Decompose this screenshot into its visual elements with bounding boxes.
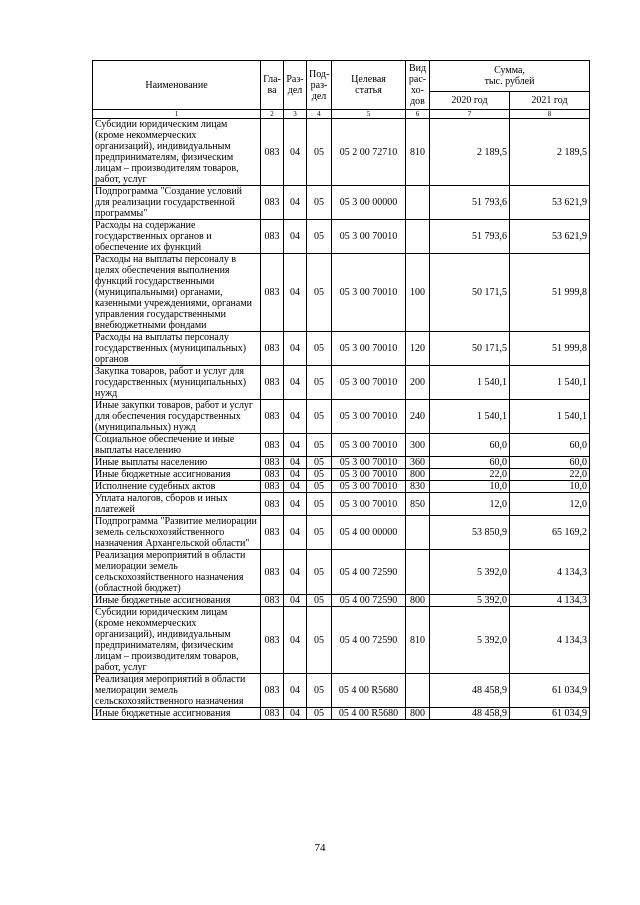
- row-expense-type: 800: [406, 708, 430, 720]
- row-chapter: 083: [261, 481, 284, 493]
- row-chapter: 083: [261, 607, 284, 674]
- row-sum-2020: 60,0: [430, 434, 510, 457]
- row-chapter: 083: [261, 119, 284, 186]
- row-article: 05 3 00 70010: [332, 434, 406, 457]
- row-chapter: 083: [261, 708, 284, 720]
- page-number: 74: [314, 842, 326, 854]
- table-row: [93, 493, 590, 516]
- row-section: 04: [284, 607, 307, 674]
- row-name: Иные выплаты населению: [93, 457, 261, 469]
- row-article: 05 4 00 R5680: [332, 674, 406, 708]
- row-name: Иные бюджетные ассигнования: [93, 595, 261, 607]
- row-name: Закупка товаров, работ и услуг для государственных (муниципальных) нужд: [93, 366, 261, 400]
- table-row: [93, 186, 590, 220]
- row-expense-type: 800: [406, 595, 430, 607]
- table-row: [93, 434, 590, 457]
- row-section: 04: [284, 708, 307, 720]
- row-article: 05 4 00 72590: [332, 550, 406, 595]
- row-subsection: 05: [307, 457, 332, 469]
- header-sum-text: Сумма, тыс. рублей: [484, 65, 535, 87]
- row-sum-2020: 5 392,0: [430, 550, 510, 595]
- column-index-row: [93, 110, 590, 119]
- row-expense-type: [406, 516, 430, 550]
- row-sum-2020: 53 850,9: [430, 516, 510, 550]
- row-chapter: 083: [261, 493, 284, 516]
- row-subsection: 05: [307, 493, 332, 516]
- row-chapter: 083: [261, 254, 284, 332]
- table-row: [93, 708, 590, 720]
- row-article: 05 3 00 70010: [332, 400, 406, 434]
- row-name: Расходы на выплаты персоналу в целях обеспечения выполнения функций государственными (муниципальными) органами, казенными учреждениями, органами управления государственными внебюджетными фондами: [93, 254, 261, 332]
- row-name: Субсидии юридическим лицам (кроме некоммерческих организаций), индивидуальным предпринимателям, физическим лицам – производителям товаров, работ, услуг: [93, 607, 261, 674]
- column-index: 7: [430, 110, 510, 119]
- row-article: 05 4 00 00000: [332, 516, 406, 550]
- row-expense-type: 300: [406, 434, 430, 457]
- table-row: [93, 400, 590, 434]
- row-article: 05 3 00 70010: [332, 220, 406, 254]
- row-sum-2020: 48 458,9: [430, 674, 510, 708]
- row-name: Социальное обеспечение и иные выплаты населению: [93, 434, 261, 457]
- row-chapter: 083: [261, 550, 284, 595]
- row-subsection: 05: [307, 481, 332, 493]
- row-sum-2020: 50 171,5: [430, 254, 510, 332]
- row-section: 04: [284, 220, 307, 254]
- row-section: 04: [284, 400, 307, 434]
- row-expense-type: 100: [406, 254, 430, 332]
- row-subsection: 05: [307, 186, 332, 220]
- column-index: 6: [406, 110, 430, 119]
- row-article: 05 3 00 70010: [332, 469, 406, 481]
- row-expense-type: [406, 220, 430, 254]
- row-sum-2021: 53 621,9: [510, 220, 590, 254]
- row-sum-2021: 4 134,3: [510, 595, 590, 607]
- row-sum-2020: 12,0: [430, 493, 510, 516]
- row-chapter: 083: [261, 674, 284, 708]
- row-sum-2021: 10,0: [510, 481, 590, 493]
- row-sum-2020: 51 793,6: [430, 186, 510, 220]
- header-sum: [430, 61, 590, 92]
- header-year-2020: 2020 год: [430, 92, 510, 110]
- budget-table: [92, 60, 590, 720]
- row-sum-2021: 12,0: [510, 493, 590, 516]
- row-sum-2021: 61 034,9: [510, 708, 590, 720]
- row-chapter: 083: [261, 366, 284, 400]
- row-subsection: 05: [307, 332, 332, 366]
- row-sum-2021: 4 134,3: [510, 607, 590, 674]
- row-subsection: 05: [307, 400, 332, 434]
- row-sum-2021: 1 540,1: [510, 400, 590, 434]
- row-subsection: 05: [307, 366, 332, 400]
- row-sum-2020: 48 458,9: [430, 708, 510, 720]
- header-subsection: [307, 61, 332, 110]
- row-article: 05 3 00 70010: [332, 457, 406, 469]
- row-name: Иные бюджетные ассигнования: [93, 708, 261, 720]
- header-expense-type: [406, 61, 430, 110]
- row-sum-2020: 2 189,5: [430, 119, 510, 186]
- table-row: [93, 254, 590, 332]
- row-sum-2021: 60,0: [510, 457, 590, 469]
- row-name: Иные закупки товаров, работ и услуг для обеспечения государственных (муниципальных) нужд: [93, 400, 261, 434]
- row-expense-type: [406, 674, 430, 708]
- table-row: [93, 332, 590, 366]
- row-subsection: 05: [307, 674, 332, 708]
- row-expense-type: 800: [406, 469, 430, 481]
- row-sum-2020: 10,0: [430, 481, 510, 493]
- row-chapter: 083: [261, 220, 284, 254]
- row-sum-2020: 51 793,6: [430, 220, 510, 254]
- header-section: [284, 61, 307, 110]
- row-subsection: 05: [307, 469, 332, 481]
- row-section: 04: [284, 332, 307, 366]
- row-sum-2021: 1 540,1: [510, 366, 590, 400]
- row-sum-2021: 65 169,2: [510, 516, 590, 550]
- row-article: 05 3 00 70010: [332, 254, 406, 332]
- row-sum-2021: 53 621,9: [510, 186, 590, 220]
- row-section: 04: [284, 516, 307, 550]
- row-chapter: 083: [261, 332, 284, 366]
- header-article: [332, 61, 406, 110]
- row-name: Субсидии юридическим лицам (кроме некоммерческих организаций), индивидуальным предпринимателям, физическим лицам – производителям товаров, работ, услуг: [93, 119, 261, 186]
- table-row: [93, 469, 590, 481]
- header-subsection-text: Под- раз- дел: [309, 68, 330, 102]
- row-sum-2020: 60,0: [430, 457, 510, 469]
- row-section: 04: [284, 481, 307, 493]
- row-expense-type: [406, 550, 430, 595]
- row-expense-type: 810: [406, 607, 430, 674]
- row-subsection: 05: [307, 595, 332, 607]
- row-name: Расходы на содержание государственных органов и обеспечение их функций: [93, 220, 261, 254]
- row-sum-2020: 5 392,0: [430, 607, 510, 674]
- column-index: 4: [307, 110, 332, 119]
- column-index: 2: [261, 110, 284, 119]
- row-name: Подпрограмма "Развитие мелиорации земель сельскохозяйственного назначения Архангельской области": [93, 516, 261, 550]
- row-chapter: 083: [261, 186, 284, 220]
- row-section: 04: [284, 469, 307, 481]
- row-sum-2020: 1 540,1: [430, 366, 510, 400]
- row-name: Расходы на выплаты персоналу государственных (муниципальных) органов: [93, 332, 261, 366]
- column-index: 5: [332, 110, 406, 119]
- row-expense-type: 360: [406, 457, 430, 469]
- header-year-2021: 2021 год: [510, 92, 590, 110]
- row-article: 05 3 00 70010: [332, 366, 406, 400]
- row-name: Реализация мероприятий в области мелиорации земель сельскохозяйственного назначения (областной бюджет): [93, 550, 261, 595]
- row-article: 05 3 00 00000: [332, 186, 406, 220]
- header-expense-type-text: Вид рас- хо- дов: [408, 63, 427, 107]
- table-row: [93, 674, 590, 708]
- row-subsection: 05: [307, 254, 332, 332]
- table-row: [93, 457, 590, 469]
- table-row: [93, 220, 590, 254]
- row-chapter: 083: [261, 400, 284, 434]
- row-chapter: 083: [261, 595, 284, 607]
- row-chapter: 083: [261, 516, 284, 550]
- row-article: 05 4 00 72590: [332, 595, 406, 607]
- row-name: Подпрограмма "Создание условий для реализации государственной программы": [93, 186, 261, 220]
- table-row: [93, 119, 590, 186]
- row-article: 05 3 00 70010: [332, 493, 406, 516]
- row-subsection: 05: [307, 708, 332, 720]
- table-row: [93, 481, 590, 493]
- row-article: 05 3 00 70010: [332, 332, 406, 366]
- row-chapter: 083: [261, 457, 284, 469]
- row-subsection: 05: [307, 119, 332, 186]
- table-row: [93, 550, 590, 595]
- table-row: [93, 607, 590, 674]
- row-sum-2020: 5 392,0: [430, 595, 510, 607]
- row-sum-2021: 51 999,8: [510, 254, 590, 332]
- table-body: [93, 119, 590, 720]
- row-sum-2021: 60,0: [510, 434, 590, 457]
- row-article: 05 4 00 72590: [332, 607, 406, 674]
- row-subsection: 05: [307, 516, 332, 550]
- row-section: 04: [284, 550, 307, 595]
- row-name: Уплата налогов, сборов и иных платежей: [93, 493, 261, 516]
- row-expense-type: 830: [406, 481, 430, 493]
- row-subsection: 05: [307, 550, 332, 595]
- row-section: 04: [284, 254, 307, 332]
- table-row: [93, 366, 590, 400]
- row-subsection: 05: [307, 434, 332, 457]
- table-row: [93, 516, 590, 550]
- header-section-text: Раз- дел: [286, 74, 304, 96]
- row-sum-2021: 2 189,5: [510, 119, 590, 186]
- row-sum-2021: 22,0: [510, 469, 590, 481]
- row-name: Реализация мероприятий в области мелиорации земель сельскохозяйственного назначения: [93, 674, 261, 708]
- row-chapter: 083: [261, 434, 284, 457]
- row-section: 04: [284, 457, 307, 469]
- row-name: Исполнение судебных актов: [93, 481, 261, 493]
- row-subsection: 05: [307, 220, 332, 254]
- row-name: Иные бюджетные ассигнования: [93, 469, 261, 481]
- row-expense-type: 200: [406, 366, 430, 400]
- row-sum-2021: 51 999,8: [510, 332, 590, 366]
- row-expense-type: 850: [406, 493, 430, 516]
- row-expense-type: 810: [406, 119, 430, 186]
- row-sum-2020: 50 171,5: [430, 332, 510, 366]
- row-section: 04: [284, 493, 307, 516]
- row-article: 05 4 00 R5680: [332, 708, 406, 720]
- row-expense-type: 240: [406, 400, 430, 434]
- header-chapter-text: Гла- ва: [263, 74, 281, 96]
- row-expense-type: [406, 186, 430, 220]
- row-sum-2021: 61 034,9: [510, 674, 590, 708]
- row-section: 04: [284, 434, 307, 457]
- header-name: Наименование: [93, 61, 261, 110]
- row-section: 04: [284, 186, 307, 220]
- row-section: 04: [284, 674, 307, 708]
- row-expense-type: 120: [406, 332, 430, 366]
- row-subsection: 05: [307, 607, 332, 674]
- row-section: 04: [284, 119, 307, 186]
- row-section: 04: [284, 366, 307, 400]
- row-article: 05 3 00 70010: [332, 481, 406, 493]
- column-index: 1: [93, 110, 261, 119]
- table-row: [93, 595, 590, 607]
- row-sum-2020: 1 540,1: [430, 400, 510, 434]
- header-article-text: Целевая статья: [351, 74, 386, 96]
- column-index: 8: [510, 110, 590, 119]
- column-index: 3: [284, 110, 307, 119]
- row-section: 04: [284, 595, 307, 607]
- row-sum-2020: 22,0: [430, 469, 510, 481]
- header-chapter: [261, 61, 284, 110]
- row-sum-2021: 4 134,3: [510, 550, 590, 595]
- row-chapter: 083: [261, 469, 284, 481]
- row-article: 05 2 00 72710: [332, 119, 406, 186]
